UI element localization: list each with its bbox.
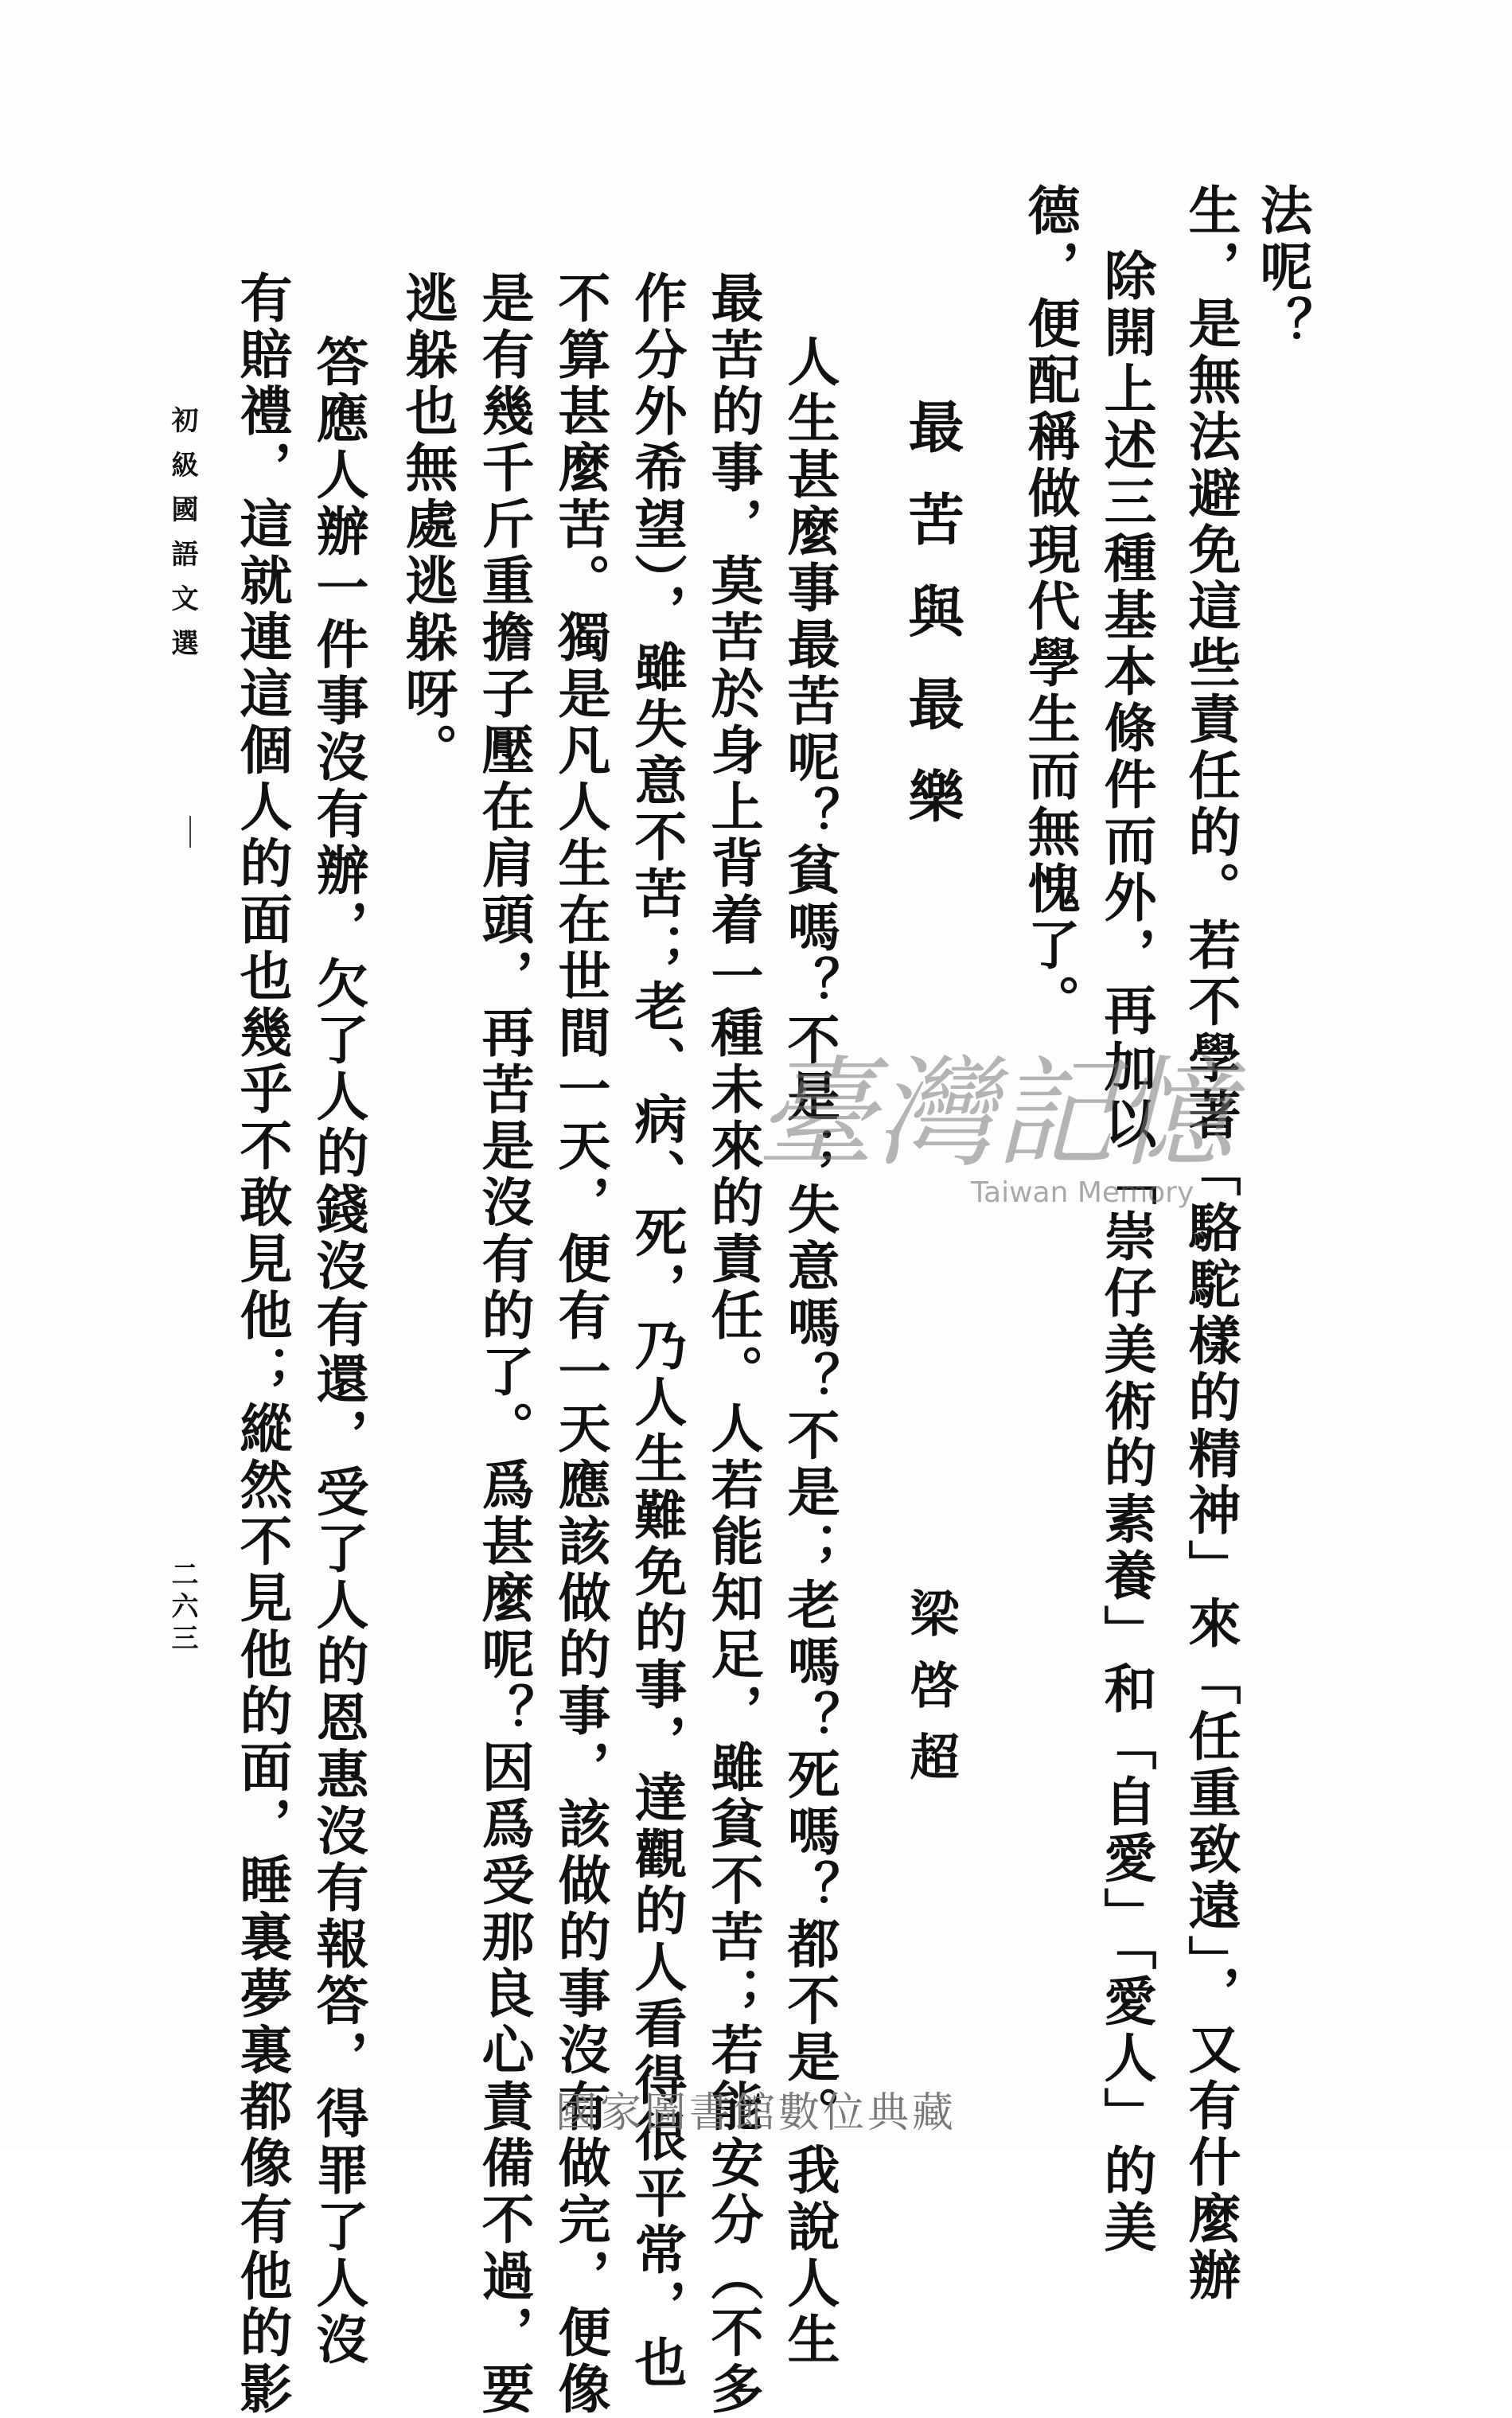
text-column-11: 答應人辦一件事沒有辦，欠了人的錢沒有還，受了人的恩惠沒有報答，得罪了人沒 xyxy=(307,334,369,2369)
article-author: 梁啓超 xyxy=(902,1588,960,1803)
watermark xyxy=(756,1045,1234,1242)
archive-footer: 國家圖書館數位典藏 xyxy=(555,2089,957,2137)
watermark-english: Taiwan Memory xyxy=(971,1176,1194,1209)
page-number: 二六三 xyxy=(166,1560,198,1656)
text-column-8: 不算甚麼苦。獨是凡人生在世間一天，便有一天應該做的事，該做的事沒有做完，便像 xyxy=(549,271,611,2418)
running-head-book-title: 初級國語文選 xyxy=(166,406,198,673)
text-column-10: 逃躲也無處逃躲呀。 xyxy=(396,271,458,779)
text-column-1: 法呢？ xyxy=(1251,183,1313,353)
text-column-6: 最苦的事，莫苦於身上背着一種未來的責任。人若能知足，雖貧不苦；若能安分（不多 xyxy=(702,271,764,2418)
text-column-12: 有賠禮，這就連這個人的面也幾乎不敢見他；縱然不見他的面，睡裏夢裏都像有他的影 xyxy=(231,271,293,2418)
margin-mark xyxy=(189,816,191,848)
watermark-chinese: 臺灣記憶 xyxy=(756,1045,1234,1184)
text-column-5: 人生甚麼事最苦呢？貧嗎？不是；失意嗎？不是；老嗎？死嗎？都不是。我說人生 xyxy=(778,334,840,2369)
article-title: 最苦與最樂 xyxy=(899,398,965,860)
text-column-2: 生，是無法避免這些責任的。若不學著「駱駝樣的精神」來「任重致遠」，又有什麼辦 xyxy=(1179,183,1241,2304)
text-column-4: 德，便配稱做現代學生而無愧了。 xyxy=(1019,183,1081,1031)
text-column-9: 是有幾千斤重擔子壓在肩頭，再苦是沒有的了。爲甚麼呢？因爲受那良心責備不過，要 xyxy=(473,271,535,2418)
text-column-3: 除開上述三種基本條件而外，再加以「崇仔美術的素養」和「自愛」「愛人」的美 xyxy=(1095,248,1157,2256)
text-column-7: 作分外希望），雖失意不苦；老、病、死，乃人生難免的事，達觀的人看得很平常，也 xyxy=(625,271,688,2392)
